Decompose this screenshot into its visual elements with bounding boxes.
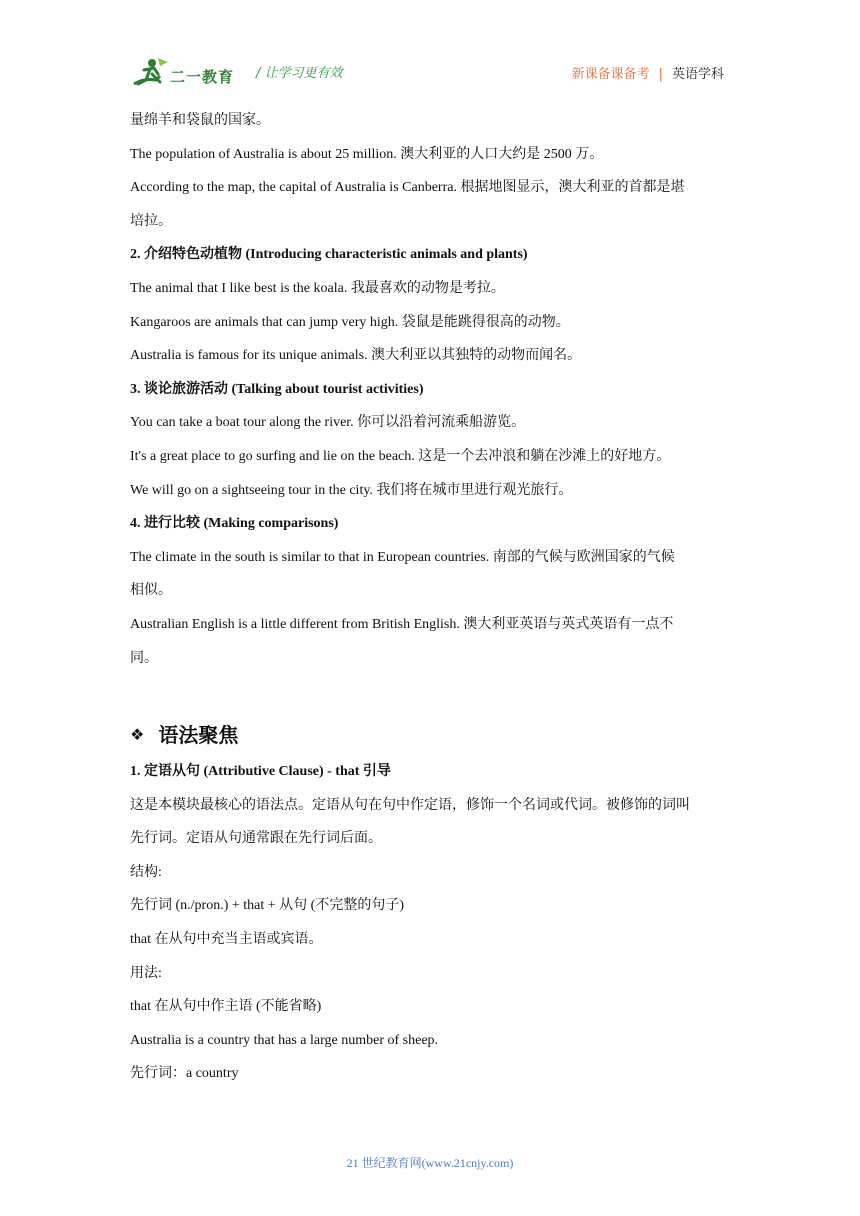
text-line: 相似。 <box>130 583 172 599</box>
text-line: The population of Australia is about 25 million. 澳大利亚的人口大约是 2500 万。 <box>130 146 604 162</box>
text-line: We will go on a sightseeing tour in the city. 我们将在城市里进行观光旅行。 <box>130 482 573 498</box>
section-spacer <box>130 675 734 715</box>
page-header <box>130 52 730 92</box>
text-line: 这是本模块最核心的语法点。定语从句在句中作定语，修饰一个名词或代词。被修饰的词叫 <box>130 797 690 813</box>
text-line: It's a great place to go surfing and lie on the beach. 这是一个去冲浪和躺在沙滩上的好地方。 <box>130 448 671 464</box>
section-title-text: 语法聚焦 <box>158 723 239 748</box>
header-separator: | <box>658 67 663 82</box>
runner-logo-icon <box>130 56 170 90</box>
text-line: The climate in the south is similar to that in European countries. 南部的气候与欧洲国家的气候 <box>130 549 675 565</box>
text-line: Australian English is a little different from British English. 澳大利亚英语与英式英语有一点不 <box>130 616 674 632</box>
text-line: that 在从句中充当主语或宾语。 <box>130 932 323 948</box>
subheading-animals-plants: 2. 介绍特色动植物 (Introducing characteristic animals and plants) <box>130 247 528 263</box>
slogan: / 让学习更有效 <box>256 66 343 81</box>
text-line: 培拉。 <box>130 213 172 229</box>
text-line: Australia is famous for its unique animals. 澳大利亚以其独特的动物而闻名。 <box>130 348 582 364</box>
text-line: 先行词。定语从句通常跟在先行词后面。 <box>130 831 382 847</box>
text-line: Australia is a country that has a large number of sheep. <box>130 1032 439 1048</box>
document-body <box>130 104 734 1091</box>
subheading-comparisons: 4. 进行比较 (Making comparisons) <box>130 516 339 532</box>
subheading-attributive-clause: 1. 定语从句 (Attributive Clause) - that 引导 <box>130 764 391 780</box>
logo-text: 二一教育 <box>170 68 235 86</box>
page-footer: 21 世纪教育网(www.21cnjy.com) <box>346 1156 514 1170</box>
text-line: 先行词：a country <box>130 1066 239 1082</box>
header-subject-label: 英语学科 <box>671 67 724 82</box>
text-line: 量绵羊和袋鼠的国家。 <box>130 113 270 128</box>
text-line: According to the map, the capital of Australia is Canberra. 根据地图显示，澳大利亚的首都是堪 <box>130 180 685 196</box>
text-line: 同。 <box>130 650 158 666</box>
subheading-tourist-activities: 3. 谈论旅游活动 (Talking about tourist activities) <box>130 381 424 397</box>
logo <box>130 56 242 90</box>
text-line: You can take a boat tour along the river. 你可以沿着河流乘船游览。 <box>130 415 526 431</box>
text-line: Kangaroos are animals that can jump very high. 袋鼠是能跳得很高的动物。 <box>130 314 570 330</box>
text-line: 结构: <box>130 864 162 880</box>
section-title-grammar <box>130 715 734 755</box>
header-prep-label: 新课备课备考 <box>571 67 650 82</box>
diamond-bullet-icon: ❖ <box>130 725 145 745</box>
text-line: that 在从句中作主语 (不能省略) <box>130 999 322 1015</box>
text-line: 用法: <box>130 965 162 981</box>
text-line: 先行词 (n./pron.) + that + 从句 (不完整的句子) <box>130 898 404 914</box>
header-subject <box>572 63 724 82</box>
text-line: The animal that I like best is the koala. 我最喜欢的动物是考拉。 <box>130 280 505 296</box>
